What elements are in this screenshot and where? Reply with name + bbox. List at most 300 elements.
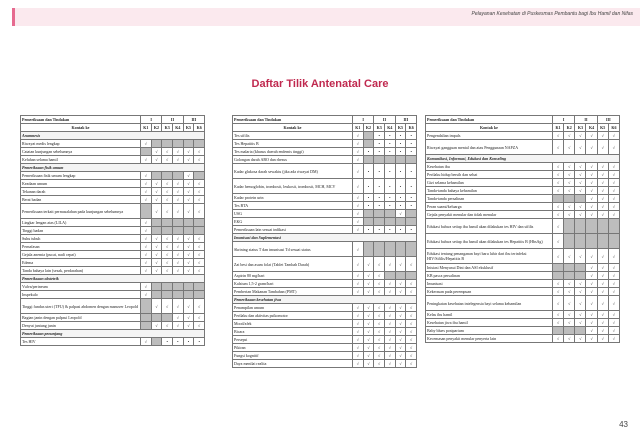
checklist-row bbox=[426, 280, 620, 288]
empty-cell bbox=[162, 227, 173, 235]
visit-header: K3 bbox=[374, 124, 385, 132]
empty-cell bbox=[363, 140, 374, 148]
check-mark: √ bbox=[597, 171, 608, 179]
check-mark: √ bbox=[194, 259, 205, 267]
check-mark: √ bbox=[183, 188, 194, 196]
check-mark: √ bbox=[194, 188, 205, 196]
checklist-row bbox=[233, 328, 417, 336]
checklist-row bbox=[426, 234, 620, 249]
check-mark: √ bbox=[608, 187, 619, 195]
check-mark: √ bbox=[575, 171, 586, 179]
check-mark: √ bbox=[597, 272, 608, 280]
checklist-row bbox=[426, 211, 620, 219]
row-label: Tes sifilis bbox=[233, 132, 353, 140]
check-mark: √ bbox=[183, 180, 194, 188]
check-mark: √ bbox=[395, 288, 406, 296]
check-mark: √ bbox=[151, 243, 162, 251]
empty-cell bbox=[363, 218, 374, 226]
check-mark: √ bbox=[172, 299, 183, 314]
check-mark: √ bbox=[384, 280, 395, 288]
check-mark: √ bbox=[162, 251, 173, 259]
row-label: Pemberian Makanan Tambahan (PMT) bbox=[233, 288, 353, 296]
check-mark: √ bbox=[406, 320, 417, 328]
check-mark: √ bbox=[608, 211, 619, 219]
row-label: Tes malaria (khusus daerah endemis tinggi) bbox=[233, 148, 353, 156]
check-mark: √ bbox=[374, 257, 385, 272]
check-mark: √ bbox=[575, 211, 586, 219]
empty-cell bbox=[141, 204, 152, 219]
check-mark: √ bbox=[141, 235, 152, 243]
empty-cell bbox=[374, 218, 385, 226]
visit-header: K2 bbox=[151, 124, 162, 132]
check-mark: √ bbox=[141, 267, 152, 275]
check-mark: √ bbox=[194, 196, 205, 204]
empty-cell bbox=[141, 314, 152, 322]
dot-mark: • bbox=[384, 202, 395, 210]
checklist-row bbox=[233, 304, 417, 312]
check-mark: √ bbox=[586, 179, 597, 187]
empty-cell bbox=[162, 283, 173, 291]
checklist-row bbox=[426, 203, 620, 211]
check-mark: √ bbox=[172, 322, 183, 330]
empty-cell bbox=[183, 140, 194, 148]
check-mark: √ bbox=[586, 280, 597, 288]
check-mark: √ bbox=[141, 180, 152, 188]
trimester-header: I bbox=[553, 116, 575, 124]
checklist-row bbox=[21, 283, 205, 291]
check-mark: √ bbox=[564, 187, 575, 195]
check-mark: √ bbox=[353, 360, 364, 368]
check-mark: √ bbox=[608, 311, 619, 319]
empty-cell bbox=[194, 283, 205, 291]
dot-mark: • bbox=[395, 202, 406, 210]
row-label: Kalsium 1,5-2 gram/hari bbox=[233, 280, 353, 288]
empty-cell bbox=[363, 210, 374, 218]
check-mark: √ bbox=[597, 288, 608, 296]
check-mark: √ bbox=[162, 267, 173, 275]
dot-mark: • bbox=[374, 202, 385, 210]
check-mark: √ bbox=[384, 344, 395, 352]
row-label: Fungsi kognitif bbox=[233, 352, 353, 360]
check-mark: √ bbox=[406, 328, 417, 336]
check-mark: √ bbox=[597, 132, 608, 140]
check-mark: √ bbox=[608, 280, 619, 288]
row-label: Edukasi tentang penanganan bayi baru lahir dari ibu terinfeksi HIV/Sifilis/Hepatitis B bbox=[426, 249, 553, 264]
visit-header: K6 bbox=[194, 124, 205, 132]
empty-cell bbox=[162, 314, 173, 322]
check-mark: √ bbox=[162, 180, 173, 188]
check-mark: √ bbox=[141, 140, 152, 148]
check-mark: √ bbox=[586, 171, 597, 179]
empty-cell bbox=[553, 195, 564, 203]
row-label: Inspekulo bbox=[21, 291, 141, 299]
check-mark: √ bbox=[151, 156, 162, 164]
check-mark: √ bbox=[575, 249, 586, 264]
check-mark: √ bbox=[141, 188, 152, 196]
check-mark: √ bbox=[183, 156, 194, 164]
checklist-row bbox=[233, 194, 417, 202]
dot-mark: • bbox=[172, 338, 183, 346]
checklist-row bbox=[233, 280, 417, 288]
visit-header: K4 bbox=[384, 124, 395, 132]
empty-cell bbox=[162, 140, 173, 148]
check-mark: √ bbox=[353, 202, 364, 210]
check-mark: √ bbox=[194, 156, 205, 164]
section-row bbox=[233, 296, 417, 304]
check-mark: √ bbox=[406, 344, 417, 352]
empty-cell bbox=[564, 219, 575, 234]
row-label: Aspirin 80 mg/hari bbox=[233, 272, 353, 280]
trimester-header: II bbox=[162, 116, 183, 124]
check-mark: √ bbox=[374, 360, 385, 368]
empty-cell bbox=[141, 299, 152, 314]
check-mark: √ bbox=[586, 296, 597, 311]
dot-mark: • bbox=[406, 140, 417, 148]
page-header-text: Pelayanan Kesehatan di Puskesmas Pembantu bagi Ibu Hamil dan Nifas bbox=[471, 11, 633, 17]
empty-cell bbox=[363, 156, 374, 164]
empty-cell bbox=[586, 219, 597, 234]
check-mark: √ bbox=[586, 163, 597, 171]
check-mark: √ bbox=[384, 352, 395, 360]
check-mark: √ bbox=[384, 312, 395, 320]
empty-cell bbox=[395, 272, 406, 280]
dot-mark: • bbox=[374, 164, 385, 179]
page-number: 43 bbox=[619, 420, 628, 429]
empty-cell bbox=[162, 291, 173, 299]
visit-header: K3 bbox=[162, 124, 173, 132]
check-mark: √ bbox=[363, 336, 374, 344]
check-mark: √ bbox=[151, 267, 162, 275]
check-mark: √ bbox=[575, 311, 586, 319]
empty-cell bbox=[374, 242, 385, 257]
check-mark: √ bbox=[553, 211, 564, 219]
visit-header: K6 bbox=[406, 124, 417, 132]
check-mark: √ bbox=[384, 360, 395, 368]
checklist-row bbox=[21, 196, 205, 204]
check-mark: √ bbox=[575, 335, 586, 343]
checklist-row bbox=[233, 218, 417, 226]
empty-cell bbox=[553, 327, 564, 335]
empty-cell bbox=[363, 242, 374, 257]
empty-cell bbox=[151, 227, 162, 235]
section-title: Anamnesis bbox=[21, 132, 205, 140]
check-mark: √ bbox=[564, 132, 575, 140]
check-mark: √ bbox=[597, 264, 608, 272]
dot-mark: • bbox=[406, 179, 417, 194]
check-mark: √ bbox=[564, 211, 575, 219]
check-mark: √ bbox=[172, 196, 183, 204]
empty-cell bbox=[564, 327, 575, 335]
visit-header: K2 bbox=[564, 124, 575, 132]
row-label: Suhu tubuh bbox=[21, 235, 141, 243]
checklist-row bbox=[21, 140, 205, 148]
row-label: Riwayat medis lengkap bbox=[21, 140, 141, 148]
empty-cell bbox=[553, 264, 564, 272]
checklist-row bbox=[426, 132, 620, 140]
checklist-row bbox=[21, 322, 205, 330]
check-mark: √ bbox=[564, 311, 575, 319]
visit-header: K4 bbox=[172, 124, 183, 132]
check-mark: √ bbox=[183, 259, 194, 267]
empty-cell bbox=[374, 210, 385, 218]
dot-mark: • bbox=[363, 194, 374, 202]
check-mark: √ bbox=[363, 312, 374, 320]
visit-header-row bbox=[21, 124, 205, 132]
check-mark: √ bbox=[575, 280, 586, 288]
checklist-row bbox=[21, 180, 205, 188]
visit-header: K3 bbox=[575, 124, 586, 132]
check-mark: √ bbox=[384, 257, 395, 272]
empty-cell bbox=[172, 227, 183, 235]
checklist-row bbox=[233, 210, 417, 218]
check-mark: √ bbox=[575, 319, 586, 327]
checklist-row bbox=[21, 243, 205, 251]
check-mark: √ bbox=[183, 235, 194, 243]
check-mark: √ bbox=[384, 304, 395, 312]
header-row bbox=[233, 116, 417, 124]
check-mark: √ bbox=[597, 179, 608, 187]
checklist-row bbox=[233, 288, 417, 296]
dot-mark: • bbox=[183, 338, 194, 346]
check-mark: √ bbox=[608, 319, 619, 327]
check-mark: √ bbox=[395, 352, 406, 360]
checklist-row bbox=[426, 319, 620, 327]
row-label: EKG bbox=[233, 218, 353, 226]
checklist-row bbox=[21, 204, 205, 219]
row-label: Pemeriksaan lain sesuai indikasi bbox=[233, 226, 353, 234]
trimester-header: I bbox=[353, 116, 374, 124]
check-mark: √ bbox=[608, 327, 619, 335]
check-mark: √ bbox=[608, 179, 619, 187]
dot-mark: • bbox=[384, 226, 395, 234]
row-label: KB pasca persalinan bbox=[426, 272, 553, 280]
empty-cell bbox=[575, 327, 586, 335]
section-title: Pemeriksaan obstetrik bbox=[21, 275, 205, 283]
row-label: Imunisasi bbox=[426, 280, 553, 288]
check-mark: √ bbox=[162, 235, 173, 243]
empty-cell bbox=[194, 291, 205, 299]
row-label: Golongan darah ABO dan rhesus bbox=[233, 156, 353, 164]
check-mark: √ bbox=[374, 352, 385, 360]
check-mark: √ bbox=[553, 311, 564, 319]
dot-mark: • bbox=[363, 148, 374, 156]
check-mark: √ bbox=[194, 148, 205, 156]
check-mark: √ bbox=[141, 172, 152, 180]
check-mark: √ bbox=[151, 235, 162, 243]
row-label: Kesehatan jiwa ibu hamil bbox=[426, 319, 553, 327]
dot-mark: • bbox=[406, 132, 417, 140]
empty-cell bbox=[151, 219, 162, 227]
dot-mark: • bbox=[374, 148, 385, 156]
check-mark: √ bbox=[608, 249, 619, 264]
check-mark: √ bbox=[194, 180, 205, 188]
row-label: Tanda-tanda persalinan bbox=[426, 195, 553, 203]
checklist-row bbox=[426, 327, 620, 335]
check-mark: √ bbox=[151, 259, 162, 267]
check-mark: √ bbox=[363, 360, 374, 368]
checklist-row bbox=[426, 335, 620, 343]
check-mark: √ bbox=[586, 187, 597, 195]
trimester-header: II bbox=[374, 116, 395, 124]
check-mark: √ bbox=[162, 148, 173, 156]
checklist-row bbox=[426, 311, 620, 319]
check-mark: √ bbox=[406, 360, 417, 368]
check-mark: √ bbox=[141, 219, 152, 227]
empty-cell bbox=[172, 291, 183, 299]
check-mark: √ bbox=[575, 163, 586, 171]
check-mark: √ bbox=[172, 204, 183, 219]
check-mark: √ bbox=[353, 140, 364, 148]
section-title: Pemeriksaan kesehatan jiwa bbox=[233, 296, 417, 304]
dot-mark: • bbox=[162, 338, 173, 346]
dot-mark: • bbox=[384, 179, 395, 194]
check-mark: √ bbox=[141, 243, 152, 251]
check-mark: √ bbox=[141, 196, 152, 204]
check-mark: √ bbox=[597, 203, 608, 211]
empty-cell bbox=[172, 283, 183, 291]
section-row bbox=[21, 132, 205, 140]
kontak-label: Kontak ke bbox=[233, 124, 353, 132]
checklist-row bbox=[233, 148, 417, 156]
empty-cell bbox=[363, 132, 374, 140]
check-mark: √ bbox=[406, 257, 417, 272]
row-label: Gejala penyakit menular dan tidak menular bbox=[426, 211, 553, 219]
checklist-row bbox=[21, 188, 205, 196]
dot-mark: • bbox=[363, 179, 374, 194]
check-mark: √ bbox=[406, 336, 417, 344]
check-mark: √ bbox=[172, 243, 183, 251]
column-header-label: Pemeriksaan dan Tindakan bbox=[426, 116, 553, 124]
section-row bbox=[21, 164, 205, 172]
check-mark: √ bbox=[564, 335, 575, 343]
section-title: Pemeriksaan fisik umum bbox=[21, 164, 205, 172]
check-mark: √ bbox=[608, 335, 619, 343]
visit-header: K1 bbox=[353, 124, 364, 132]
dot-mark: • bbox=[374, 140, 385, 148]
empty-cell bbox=[406, 272, 417, 280]
dot-mark: • bbox=[395, 164, 406, 179]
checklist-row bbox=[426, 179, 620, 187]
checklist-row bbox=[426, 296, 620, 311]
empty-cell bbox=[575, 234, 586, 249]
dot-mark: • bbox=[395, 148, 406, 156]
check-mark: √ bbox=[353, 132, 364, 140]
section-title: Imunisasi dan Suplementasi bbox=[233, 234, 417, 242]
check-mark: √ bbox=[374, 336, 385, 344]
checklist-row bbox=[233, 272, 417, 280]
check-mark: √ bbox=[586, 195, 597, 203]
dot-mark: • bbox=[406, 202, 417, 210]
check-mark: √ bbox=[194, 267, 205, 275]
dot-mark: • bbox=[194, 338, 205, 346]
check-mark: √ bbox=[575, 179, 586, 187]
checklist-row bbox=[426, 264, 620, 272]
check-mark: √ bbox=[564, 319, 575, 327]
check-mark: √ bbox=[162, 188, 173, 196]
empty-cell bbox=[564, 264, 575, 272]
row-label: Kesehatan ibu bbox=[426, 163, 553, 171]
check-mark: √ bbox=[151, 188, 162, 196]
visit-header: K5 bbox=[597, 124, 608, 132]
row-label: Inisiasi Menyusui Dini dan ASI eksklusif bbox=[426, 264, 553, 272]
check-mark: √ bbox=[586, 327, 597, 335]
check-mark: √ bbox=[597, 211, 608, 219]
checklist-row bbox=[233, 320, 417, 328]
check-mark: √ bbox=[172, 148, 183, 156]
check-mark: √ bbox=[353, 288, 364, 296]
check-mark: √ bbox=[374, 312, 385, 320]
page-title: Daftar Tilik Antenatal Care bbox=[251, 78, 389, 90]
check-mark: √ bbox=[172, 188, 183, 196]
empty-cell bbox=[151, 291, 162, 299]
empty-cell bbox=[194, 140, 205, 148]
row-label: Tanda bahaya lain (sesak, perdarahan) bbox=[21, 267, 141, 275]
section-row bbox=[21, 330, 205, 338]
check-mark: √ bbox=[162, 299, 173, 314]
check-mark: √ bbox=[564, 179, 575, 187]
check-mark: √ bbox=[374, 304, 385, 312]
row-label: Pernafasan bbox=[21, 243, 141, 251]
check-mark: √ bbox=[353, 320, 364, 328]
checklist-row bbox=[21, 172, 205, 180]
row-label: Denyut jantung janin bbox=[21, 322, 141, 330]
section-title: Komunikasi, Informasi, Edukasi dan Konseling bbox=[426, 155, 620, 163]
dot-mark: • bbox=[406, 226, 417, 234]
check-mark: √ bbox=[575, 203, 586, 211]
check-mark: √ bbox=[564, 163, 575, 171]
check-mark: √ bbox=[194, 235, 205, 243]
check-mark: √ bbox=[363, 320, 374, 328]
row-label: Catatan kunjungan sebelumnya bbox=[21, 148, 141, 156]
check-mark: √ bbox=[597, 163, 608, 171]
check-mark: √ bbox=[162, 322, 173, 330]
row-label: Keluhan selama hamil bbox=[21, 156, 141, 164]
visit-header: K5 bbox=[183, 124, 194, 132]
check-mark: √ bbox=[353, 257, 364, 272]
check-mark: √ bbox=[353, 156, 364, 164]
check-mark: √ bbox=[172, 156, 183, 164]
check-mark: √ bbox=[151, 148, 162, 156]
empty-cell bbox=[141, 322, 152, 330]
check-mark: √ bbox=[363, 257, 374, 272]
empty-cell bbox=[141, 148, 152, 156]
empty-cell bbox=[183, 283, 194, 291]
empty-cell bbox=[575, 195, 586, 203]
check-mark: √ bbox=[395, 210, 406, 218]
empty-cell bbox=[395, 218, 406, 226]
dot-mark: • bbox=[384, 140, 395, 148]
check-mark: √ bbox=[183, 204, 194, 219]
check-mark: √ bbox=[384, 336, 395, 344]
check-mark: √ bbox=[597, 296, 608, 311]
checklist-row bbox=[233, 336, 417, 344]
check-mark: √ bbox=[608, 195, 619, 203]
check-mark: √ bbox=[597, 327, 608, 335]
checklist-row bbox=[233, 132, 417, 140]
check-mark: √ bbox=[564, 280, 575, 288]
check-mark: √ bbox=[151, 196, 162, 204]
check-mark: √ bbox=[553, 319, 564, 327]
empty-cell bbox=[575, 264, 586, 272]
check-mark: √ bbox=[406, 304, 417, 312]
check-mark: √ bbox=[553, 249, 564, 264]
row-label: Kadar protein urin bbox=[233, 194, 353, 202]
trimester-header: II bbox=[575, 116, 597, 124]
check-mark: √ bbox=[151, 251, 162, 259]
check-mark: √ bbox=[141, 291, 152, 299]
check-mark: √ bbox=[564, 296, 575, 311]
page-header-band bbox=[12, 8, 640, 26]
